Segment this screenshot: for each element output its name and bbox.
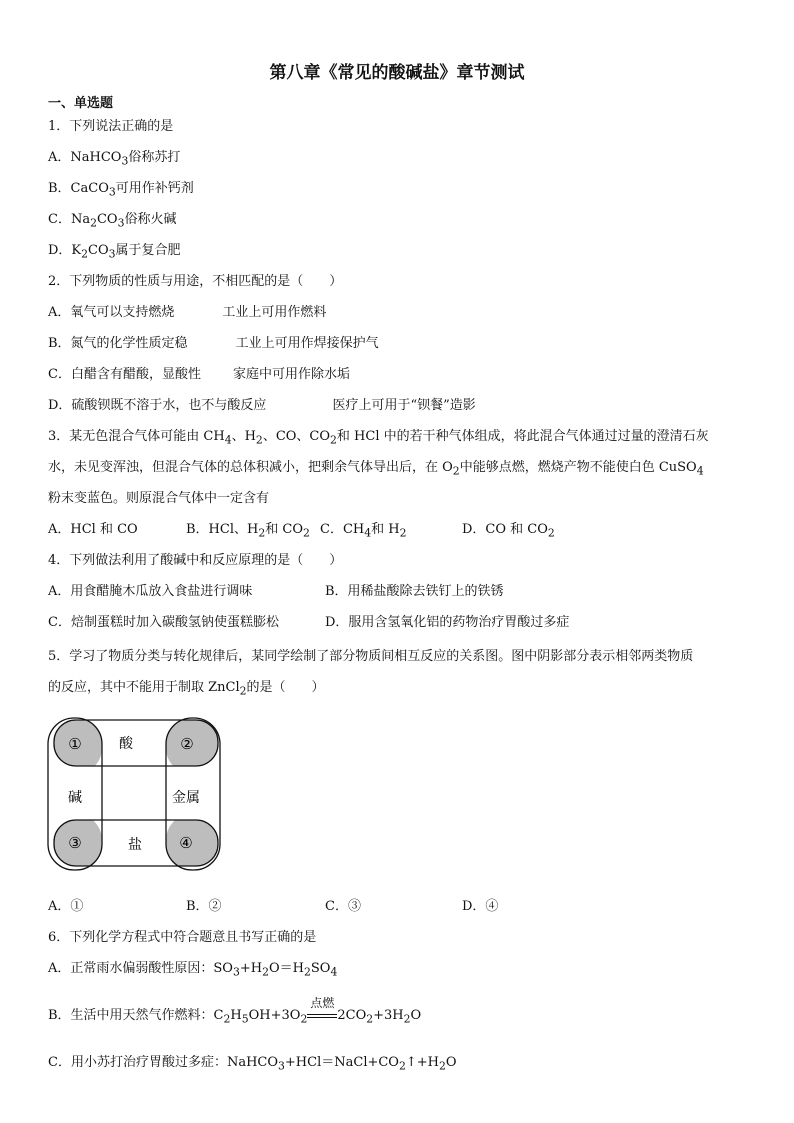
q3-option-c: C．$CH_4$和 $H_2$: [320, 522, 407, 540]
marker-2: ②: [180, 735, 194, 753]
q3-option-a: A．HCl 和 CO: [48, 522, 138, 537]
q3-stem-line-1: 3．某无色混合气体可能由 $CH_4$、$H_2$、CO、$CO_2$和 HCl 中的若干种气体组成，将此混合气体通过过量的澄清石灰: [48, 429, 709, 447]
overlap-4-shade: [166, 814, 220, 870]
q1-option-c: C．$Na_2CO_3$俗称火碱: [48, 212, 177, 230]
reaction-condition: 点燃: [307, 1007, 337, 1025]
q1-option-a: A．NaHCO$_3$俗称苏打: [48, 150, 181, 168]
q2-option-d: D．硫酸钡既不溶于水，也不与酸反应 医疗上可用于“钡餐”造影: [48, 398, 476, 413]
q4-option-b: B．用稀盐酸除去铁钉上的铁锈: [325, 584, 504, 599]
q1-option-d: D．$K_2CO_3$属于复合肥: [48, 243, 181, 261]
q5-option-c: C．③: [325, 899, 361, 914]
q2-option-b: B．氮气的化学性质定稳 工业上可用作焊接保护气: [48, 336, 379, 351]
page-title: 第八章《常见的酸碱盐》章节测试: [269, 63, 525, 83]
q4-option-c: C．焙制蛋糕时加入碳酸氢钠使蛋糕膨松: [48, 615, 279, 630]
section-heading: 一、单选题: [48, 96, 114, 111]
q3-option-b: B．HCl、$H_2$和 $CO_2$: [186, 522, 310, 540]
q4-option-a: A．用食醋腌木瓜放入食盐进行调味: [48, 584, 253, 599]
label-salt: 盐: [128, 837, 142, 853]
marker-1: ①: [68, 735, 82, 753]
q5-option-d: D．④: [462, 899, 499, 914]
label-metal: 金属: [172, 790, 200, 806]
q3-stem-line-3: 粉末变蓝色。则原混合气体中一定含有: [48, 491, 270, 506]
q2-option-c: C．白醋含有醋酸，显酸性 家庭中可用作除水垢: [48, 367, 350, 382]
q5-option-a: A．①: [48, 899, 84, 914]
q3-option-d: D．CO 和 $CO_2$: [462, 522, 555, 540]
q1-stem: 1．下列说法正确的是: [48, 119, 174, 134]
marker-4: ④: [179, 834, 193, 852]
q6-option-a: A．正常雨水偏弱酸性原因：$SO_3+H_2O=H_2SO_4$: [48, 961, 338, 979]
q4-option-d: D．服用含氢氧化铝的药物治疗胃酸过多症: [325, 615, 570, 630]
q5-option-b: B．②: [186, 899, 222, 914]
q3-stem-line-2: 水，未见变浑浊，但混合气体的总体积减小，把剩余气体导出后，在 $O_2$中能够点燃，燃烧产物不能使白色 CuSO$_4$: [48, 460, 704, 478]
q4-stem: 4．下列做法利用了酸碱中和反应原理的是（ ）: [48, 553, 343, 568]
q1-option-b: B．CaCO$_3$可用作补钙剂: [48, 181, 194, 199]
reaction-relationship-diagram: [46, 714, 226, 874]
label-base: 碱: [68, 790, 82, 806]
q6-stem: 6．下列化学方程式中符合题意且书写正确的是: [48, 930, 317, 945]
q2-stem: 2．下列物质的性质与用途，不相匹配的是（ ）: [48, 274, 343, 289]
q6-option-b: B．生活中用天然气作燃料：$C_2H_5OH+3O_2$ 点燃 $2CO_2+3H_2O$: [48, 996, 422, 1026]
q6-option-c: C．用小苏打治疗胃酸过多症：$NaHCO_3+HCl=NaCl+CO_2↑+H_2O$: [48, 1055, 457, 1073]
q5-stem-line-1: 5．学习了物质分类与转化规律后，某同学绘制了部分物质间相互反应的关系图。图中阴影部分表示相邻两类物质: [48, 649, 694, 664]
label-acid: 酸: [119, 736, 133, 752]
q2-option-a: A．氧气可以支持燃烧 工业上可用作燃料: [48, 305, 327, 320]
marker-3: ③: [68, 834, 82, 852]
q5-stem-line-2: 的反应，其中不能用于制取 ZnCl$_2$的是（ ）: [48, 680, 325, 698]
